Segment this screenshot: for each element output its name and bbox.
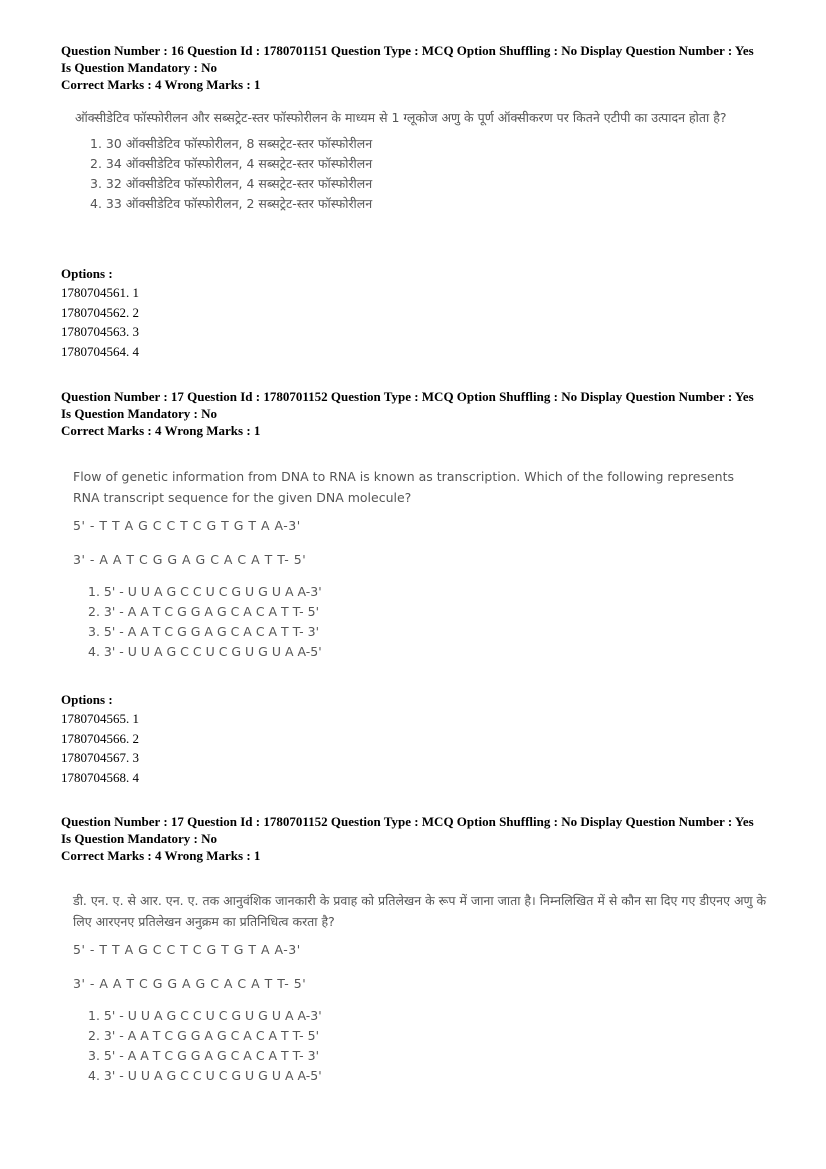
option-id: 1780704567. 3 (61, 750, 139, 765)
choice-item: 4. 33 ऑक्सीडेटिव फॉस्फोरीलन, 2 सब्सट्रेट-स्तर फॉस्फोरीलन (90, 196, 373, 211)
question-marks-line: Correct Marks : 4 Wrong Marks : 1 (61, 848, 261, 863)
choice-item: 3. 5' - A A T C G G A G C A C A T T- 3' (88, 624, 320, 639)
question-marks-line: Correct Marks : 4 Wrong Marks : 1 (61, 423, 261, 438)
question-mandatory-line: Is Question Mandatory : No (61, 406, 218, 421)
question-17-options (61, 691, 781, 787)
option-id: 1780704568. 4 (61, 769, 139, 785)
question-16-image (75, 107, 775, 214)
question-17-header (61, 388, 781, 439)
choice-list (73, 1006, 773, 1086)
choice-item: 1. 30 ऑक्सीडेटिव फॉस्फोरीलन, 8 सब्सट्रेट-स्तर फॉस्फोरीलन (90, 136, 373, 151)
question-mandatory-line: Is Question Mandatory : No (61, 60, 218, 75)
question-16-header (61, 42, 781, 93)
question-mandatory-line: Is Question Mandatory : No (61, 831, 218, 846)
choice-item: 4. 3' - U U A G C C U C G U G U A A-5' (88, 1068, 322, 1083)
dna-sequence-bottom: 3' - A A T C G G A G C A C A T T- 5' (73, 976, 307, 991)
choice-item: 3. 32 ऑक्सीडेटिव फॉस्फोरीलन, 4 सब्सट्रेट-स्तर फॉस्फोरीलन (90, 176, 373, 191)
question-text: ऑक्सीडेटिव फॉस्फोरीलन और सब्सट्रेट-स्तर फॉस्फोरीलन के माध्यम से 1 ग्लूकोज अणु के पूर्ण ऑक्सीकरण पर कितने एटीपी का उत्पादन होता है? (75, 110, 727, 125)
dna-sequence-top: 5' - T T A G C C T C G T G T A A-3' (73, 942, 301, 957)
options-label: Options : (61, 266, 113, 281)
option-id: 1780704566. 2 (61, 730, 139, 746)
choice-item: 2. 3' - A A T C G G A G C A C A T T- 5' (88, 604, 320, 619)
question-text: डी. एन. ए. से आर. एन. ए. तक आनुवंशिक जानकारी के प्रवाह को प्रतिलेखन के रूप में जाना जाता है। निम्नलिखित में से कौन सा दिए गए डीएनए अणु के लिए आरएनए प्रतिलेखन अनुक्रम का प्रतिनिधित्व करता है? (73, 893, 767, 929)
question-meta-line: Question Number : 16 Question Id : 1780701151 Question Type : MCQ Option Shuffling : No Display Question Number : Yes (61, 43, 754, 58)
choice-item: 1. 5' - U U A G C C U C G U G U A A-3' (88, 1008, 322, 1023)
question-marks-line: Correct Marks : 4 Wrong Marks : 1 (61, 77, 261, 92)
option-id: 1780704561. 1 (61, 285, 139, 300)
dna-sequence-top: 5' - T T A G C C T C G T G T A A-3' (73, 518, 301, 533)
question-16-options (61, 265, 781, 361)
choice-list (73, 582, 763, 662)
choice-item: 2. 34 ऑक्सीडेटिव फॉस्फोरीलन, 4 सब्सट्रेट-स्तर फॉस्फोरीलन (90, 156, 373, 171)
question-17-hindi-header (61, 813, 781, 864)
choice-item: 2. 3' - A A T C G G A G C A C A T T- 5' (88, 1028, 320, 1043)
choice-item: 3. 5' - A A T C G G A G C A C A T T- 3' (88, 1048, 320, 1063)
question-meta-line: Question Number : 17 Question Id : 1780701152 Question Type : MCQ Option Shuffling : No Display Question Number : Yes (61, 814, 754, 829)
options-label: Options : (61, 692, 113, 707)
question-text: Flow of genetic information from DNA to RNA is known as transcription. Which of the following represents RNA transcript sequence for the given DNA molecule? (73, 469, 735, 505)
question-meta-line: Question Number : 17 Question Id : 1780701152 Question Type : MCQ Option Shuffling : No Display Question Number : Yes (61, 389, 754, 404)
choice-list (75, 134, 775, 214)
dna-sequence-bottom: 3' - A A T C G G A G C A C A T T- 5' (73, 552, 307, 567)
option-id: 1780704563. 3 (61, 324, 139, 339)
question-17-image (73, 466, 763, 662)
choice-item: 1. 5' - U U A G C C U C G U G U A A-3' (88, 584, 322, 599)
option-id: 1780704565. 1 (61, 711, 139, 726)
choice-item: 4. 3' - U U A G C C U C G U G U A A-5' (88, 644, 322, 659)
option-id: 1780704562. 2 (61, 304, 139, 320)
option-id: 1780704564. 4 (61, 343, 139, 359)
question-17-hindi-image (73, 890, 773, 1086)
